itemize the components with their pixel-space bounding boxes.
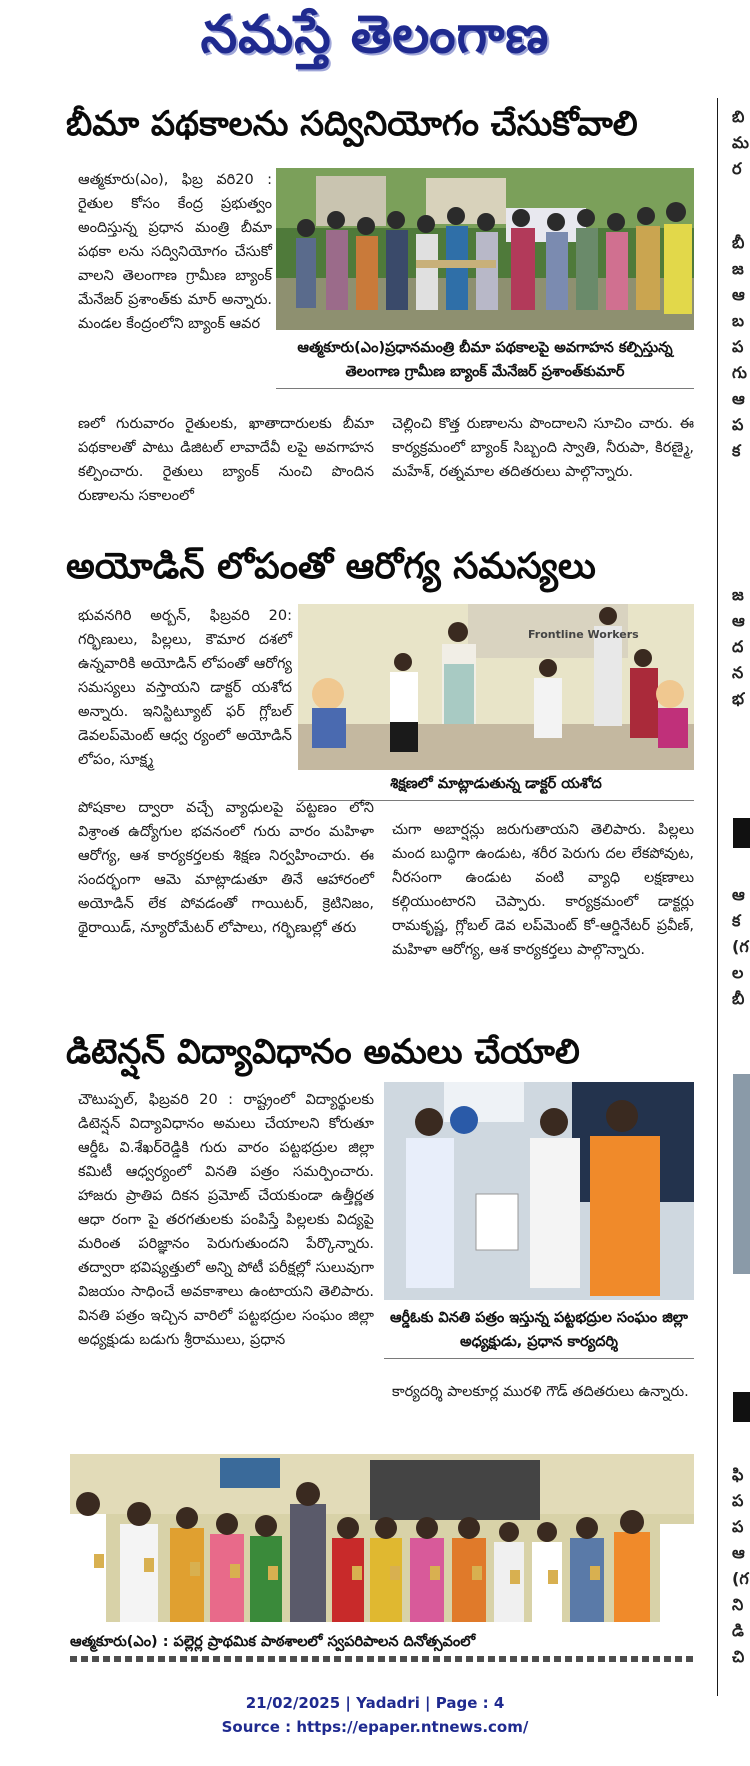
article3-body-col2 <box>392 1380 694 1404</box>
side-column-text-d: ఆ క (గ ల బీ <box>732 885 749 1008</box>
article2-body-col1 <box>78 604 292 772</box>
article1-paragraph-cont: ణలో గురువారం రైతులకు, ఖాతాదారులకు బీమా పథకాలతో పాటు డిజిటల్ లావాదేవీ లపై అవగాహన కల్పించారు. రైతులు బ్యాంక్ నుంచి పొందిన రుణాలను సకాలంలో <box>78 416 374 504</box>
article2-photo <box>298 604 694 770</box>
footer-source-line: Source : https://epaper.ntnews.com/ <box>221 1718 529 1736</box>
article1-caption: ఆత్మకూరు(ఎం)ప్రధానమంత్రి బీమా పథకాలపై అవగాహన కల్పిస్తున్న తెలంగాణ గ్రామీణ బ్యాంక్ మేనేజర్ ప్రశాంత్‌కుమార్ <box>297 340 673 380</box>
article1-paragraph-col2: చెల్లించి కొత్త రుణాలను పొందాలని సూచిం చారు. ఈ కార్యక్రమంలో బ్యాంక్ సిబ్బంది స్వాతి, నీరుపా, కిరణ్మై, మహేశ్, రత్నమాల తదితరులు పాల్గొన్నారు. <box>392 416 694 480</box>
side-headline-fragment <box>733 818 750 848</box>
article2-body-col2 <box>392 818 694 962</box>
article1-body-col1b <box>78 412 374 508</box>
caption-rule-3 <box>384 1358 694 1359</box>
article2-paragraph-cont: పోషకాల ద్వారా వచ్చే వ్యాధులపై పట్టణం లోని విశ్రాంత ఉద్యోగుల భవనంలో గురు వారం మహిళా ఆరోగ్య, ఆశ కార్యకర్తలకు శిక్షణ నిర్వహించారు. ఈ సందర్భంగా ఆమె మాట్లాడుతూ తినే ఆహారంలో అయోడిన్ లేక పోవడంతో గాయిటర్, క్రెటినిజం, థైరాయిడ్, న్యూరోమేటర్ లోపాలు, గర్భిణుల్లో తరు <box>78 800 374 936</box>
article3-paragraph-col2: కార్యదర్శి పాలకూర్ల మురళి గౌడ్ తదితరులు ఉన్నారు. <box>392 1384 689 1400</box>
article1-body-col2 <box>392 412 694 484</box>
side-column-text-a: బి మ ర <box>732 107 749 178</box>
article3-caption: ఆర్డీఓకు వినతి పత్రం ఇస్తున్న పట్టభద్రుల సంఘం జిల్లా అధ్యక్షుడు, ప్రధాన కార్యదర్శి <box>389 1310 688 1350</box>
caption-rule <box>276 388 694 389</box>
side-column-text-e: ఫి ప ప ఆ (గ ని డి చి <box>732 1465 749 1666</box>
article2-paragraph-col2: చుగా అబార్షన్లు జరుగుతాయని తెలిపారు. పిల్లలు మంద బుద్ధిగా ఉండుట, శరీర పెరుగు దల లేకపోవుట, నీరసంగా ఉండుట వంటి వ్యాధి లక్షణాలు కల్గియుంటారని చెప్పారు. కార్యక్రమంలో డాక్టర్లు రామకృష్ణ, గ్లోబల్ డెవ లప్‌మెంట్ కో-ఆర్డినేటర్ ప్రవీణ్, మహిళా ఆరోగ్య, ఆశ కార్యకర్తలు పాల్గొన్నారు. <box>392 822 694 958</box>
column-divider <box>717 98 718 1696</box>
school-event-photo <box>70 1454 694 1622</box>
article3-photo <box>384 1082 694 1300</box>
side-column-text-c: జ ఆ ద న భ <box>732 585 745 708</box>
article3-paragraph: చౌటుప్పల్, ఫిబ్రవరి 20 : రాష్ట్రంలో విద్యార్థులకు డిటెన్షన్ విద్యావిధానం అమలు చేయాలని కోరుతూ ఆర్డీఓ వి.శేఖర్‌రెడ్డికి గురు వారం పట్టభద్రుల జిల్లా కమిటీ ఆధ్వర్యంలో వినతి పత్రం సమర్పించారు. హాజరు ప్రాతిప దికన ప్రమోట్ చేయకుండా ఉత్తీర్ణత ఆధా రంగా పై తరగతులకు పంపిస్తే పిల్లలకు విద్యపై మరింత పరిజ్ఞానం పెరుగుతుందని పేర్కొన్నారు. తద్వారా భవిష్యత్తులో అన్ని పోటీ పరీక్షల్లో సులువుగా విజయం సాధించే అవకాశాలు ఉంటాయని తెలిపారు. వినతి పత్రం ఇచ్చిన వారిలో పట్టభద్రుల సంఘం జిల్లా అధ్యక్షుడు బడుగు శ్రీరాములు, ప్రధాన <box>78 1092 374 1348</box>
article2-caption: శిక్షణలో మాట్లాడుతున్న డాక్టర్ యశోద <box>390 776 602 792</box>
cut-off-caption-line <box>70 1656 694 1666</box>
side-photo-fragment <box>733 1074 750 1274</box>
masthead <box>0 0 750 84</box>
school-event-caption: ఆత్మకూరు(ఎం) : పల్లెర్ల ప్రాథమిక పాఠశాలలో స్వపరిపాలన దినోత్సవంలో <box>70 1634 476 1650</box>
banner-text: Frontline Workers <box>528 628 639 641</box>
article2-body-col1b <box>78 796 374 940</box>
article2-paragraph: భువనగిరి అర్బన్, ఫిబ్రవరి 20: గర్భిణులు, పిల్లలు, కౌమార దశలో ఉన్నవారికి అయోడిన్ లోపంతో ఆరోగ్య సమస్యలు వస్తాయని డాక్టర్ యశోద అన్నారు. ఇనిస్టిట్యూట్ ఫర్ గ్లోబల్ డెవలప్‌మెంట్ ఆధ్వ ర్యంలో అయోడిన్ లోపం, సూక్ష్మ <box>78 608 292 768</box>
article3-body-col1 <box>78 1088 374 1352</box>
article1-photo <box>276 168 694 330</box>
article1-headline: బీమా పథకాలను సద్వినియోగం చేసుకోవాలి <box>66 104 638 144</box>
article3-headline: డిటెన్షన్ విద్యావిధానం అమలు చేయాలి <box>66 1032 580 1072</box>
side-column-text-b: బీ జ ఆ బ ప గు ఆ ప క <box>732 233 747 460</box>
side-headline-fragment-2 <box>733 1392 750 1422</box>
newspaper-title: నమస్తే తెలంగాణ <box>200 4 550 65</box>
footer-date-line: 21/02/2025 | Yadadri | Page : 4 <box>245 1694 505 1712</box>
article2-headline: అయోడిన్ లోపంతో ఆరోగ్య సమస్యలు <box>66 546 596 587</box>
article1-paragraph: ఆత్మకూరు(ఎం), ఫిబ్ర వరి20 : రైతుల కోసం కేంద్ర ప్రభుత్వం అందిస్తున్న ప్రధాన మంత్రి బీమా పథకా లను సద్వినియోగం చేసుకో వాలని తెలంగాణ గ్రామీణ బ్యాంక్ మేనేజర్ ప్రశాంత్‌కు మార్ అన్నారు. మండల కేంద్రంలోని బ్యాంక్ ఆవర <box>78 172 272 332</box>
article1-body-col1 <box>78 168 272 336</box>
